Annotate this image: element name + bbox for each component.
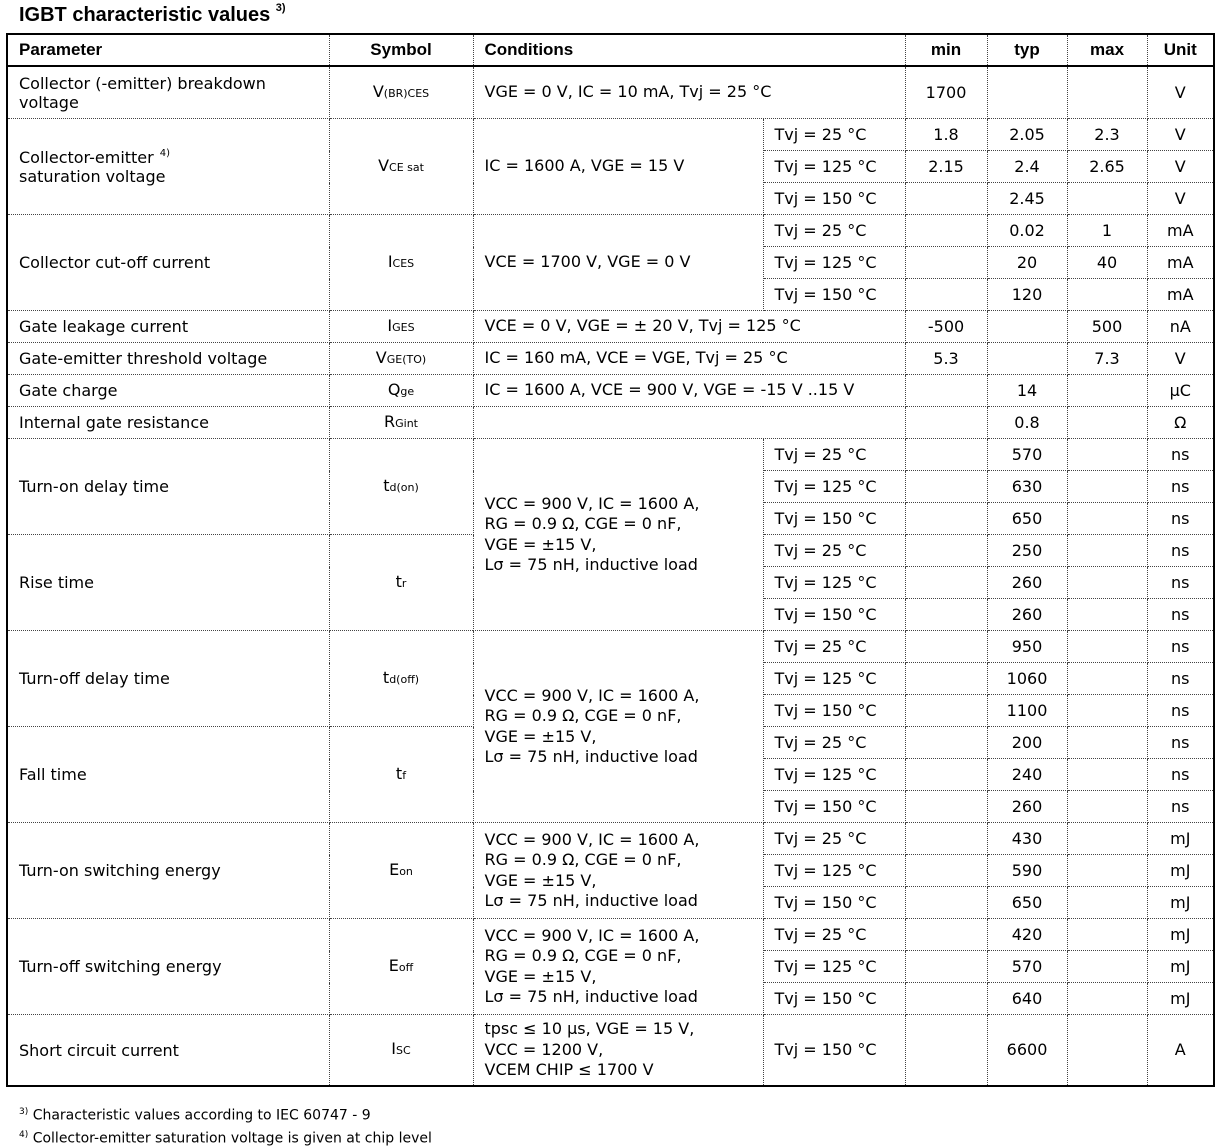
cond-ices: VCE = 1700 V, VGE = 0 V [473, 215, 763, 311]
min-vgeto: 5.3 [905, 343, 987, 375]
min-cell [905, 503, 987, 535]
table-row [7, 375, 1214, 407]
typ-cell: 640 [987, 983, 1067, 1015]
table-row [7, 66, 1214, 119]
temp-cell: Tvj = 25 °C [763, 215, 905, 247]
footnote-3: $^{3)}$ Characteristic values according to IEC 60747 - 9 [19, 1107, 371, 1124]
max-cell [1067, 471, 1147, 503]
table-row [7, 631, 1214, 663]
symbol-eon: Eon [329, 823, 473, 919]
typ-cell: 650 [987, 503, 1067, 535]
temp-cell: Tvj = 125 °C [763, 663, 905, 695]
temp-cell: Tvj = 150 °C [763, 279, 905, 311]
param-vcesat: Collector-emitter $^{4)}$ saturation voltage [7, 119, 329, 215]
typ-cell: 430 [987, 823, 1067, 855]
temp-cell: Tvj = 150 °C [763, 791, 905, 823]
table-row [7, 439, 1214, 471]
min-cell [905, 567, 987, 599]
param-tr: Rise time [7, 535, 329, 631]
max-cell [1067, 695, 1147, 727]
unit-isc: A [1147, 1015, 1214, 1087]
unit-cell: mA [1147, 279, 1214, 311]
unit-cell: ns [1147, 791, 1214, 823]
max-cell [1067, 823, 1147, 855]
unit-qge: µC [1147, 375, 1214, 407]
unit-cell: ns [1147, 503, 1214, 535]
igbt-characteristics-table [6, 33, 1215, 1087]
typ-cell: 200 [987, 727, 1067, 759]
unit-rgint: Ω [1147, 407, 1214, 439]
cond-rgint [473, 407, 905, 439]
temp-cell: Tvj = 125 °C [763, 151, 905, 183]
unit-cell: mJ [1147, 823, 1214, 855]
temp-cell: Tvj = 25 °C [763, 823, 905, 855]
header-row [7, 34, 1214, 66]
min-cell [905, 855, 987, 887]
header-typ: typ [987, 34, 1067, 66]
temp-cell: Tvj = 150 °C [763, 183, 905, 215]
min-cell [905, 951, 987, 983]
cond-eoff: VCC = 900 V, IC = 1600 A, RG = 0.9 Ω, CGE = 0 nF, VGE = ±15 V, Lσ = 75 nH, inductive load [473, 919, 763, 1015]
symbol-iges: IGES [329, 311, 473, 343]
typ-cell: 260 [987, 567, 1067, 599]
unit-cell: mJ [1147, 855, 1214, 887]
header-min: min [905, 34, 987, 66]
max-cell: 1 [1067, 215, 1147, 247]
typ-cell: 260 [987, 791, 1067, 823]
header-conditions: Conditions [473, 34, 905, 66]
unit-vgeto: V [1147, 343, 1214, 375]
min-cell [905, 279, 987, 311]
cond-eon: VCC = 900 V, IC = 1600 A, RG = 0.9 Ω, CGE = 0 nF, VGE = ±15 V, Lσ = 75 nH, inductive load [473, 823, 763, 919]
cond-switch-on: VCC = 900 V, IC = 1600 A, RG = 0.9 Ω, CGE = 0 nF, VGE = ±15 V, Lσ = 75 nH, inductive load [473, 439, 763, 631]
typ-cell: 1060 [987, 663, 1067, 695]
typ-cell: 2.05 [987, 119, 1067, 151]
table-row [7, 119, 1214, 151]
min-cell [905, 471, 987, 503]
typ-cell: 240 [987, 759, 1067, 791]
param-eon: Turn-on switching energy [7, 823, 329, 919]
unit-cell: mJ [1147, 919, 1214, 951]
typ-qge: 14 [987, 375, 1067, 407]
unit-cell: mJ [1147, 983, 1214, 1015]
symbol-tr: tr [329, 535, 473, 631]
unit-cell: V [1147, 151, 1214, 183]
unit-breakdown: V [1147, 66, 1214, 119]
temp-cell: Tvj = 125 °C [763, 759, 905, 791]
max-cell [1067, 567, 1147, 599]
table-row [7, 343, 1214, 375]
min-cell [905, 727, 987, 759]
unit-cell: mJ [1147, 951, 1214, 983]
symbol-vcesat: VCE sat [329, 119, 473, 215]
temp-isc: Tvj = 150 °C [763, 1015, 905, 1087]
min-qge [905, 375, 987, 407]
temp-cell: Tvj = 25 °C [763, 439, 905, 471]
param-vgeto: Gate-emitter threshold voltage [7, 343, 329, 375]
min-cell [905, 759, 987, 791]
max-iges: 500 [1067, 311, 1147, 343]
param-isc: Short circuit current [7, 1015, 329, 1087]
min-cell: 2.15 [905, 151, 987, 183]
cond-iges: VCE = 0 V, VGE = ± 20 V, Tvj = 125 °C [473, 311, 905, 343]
min-cell [905, 919, 987, 951]
symbol-tf: tf [329, 727, 473, 823]
temp-cell: Tvj = 125 °C [763, 471, 905, 503]
header-unit: Unit [1147, 34, 1214, 66]
max-cell [1067, 279, 1147, 311]
max-cell [1067, 663, 1147, 695]
max-cell [1067, 887, 1147, 919]
temp-cell: Tvj = 125 °C [763, 567, 905, 599]
typ-iges [987, 311, 1067, 343]
unit-cell: ns [1147, 631, 1214, 663]
max-cell [1067, 631, 1147, 663]
param-ices: Collector cut-off current [7, 215, 329, 311]
max-cell [1067, 855, 1147, 887]
cond-isc: tpsc ≤ 10 µs, VGE = 15 V, VCC = 1200 V, VCEM CHIP ≤ 1700 V [473, 1015, 763, 1087]
temp-cell: Tvj = 150 °C [763, 503, 905, 535]
temp-cell: Tvj = 25 °C [763, 919, 905, 951]
max-qge [1067, 375, 1147, 407]
unit-cell: V [1147, 183, 1214, 215]
min-isc [905, 1015, 987, 1087]
min-rgint [905, 407, 987, 439]
characteristics-table-wrapper [6, 33, 1213, 1087]
typ-cell: 250 [987, 535, 1067, 567]
unit-cell: ns [1147, 535, 1214, 567]
min-cell [905, 183, 987, 215]
max-isc [1067, 1015, 1147, 1087]
typ-vgeto [987, 343, 1067, 375]
temp-cell: Tvj = 150 °C [763, 695, 905, 727]
min-cell [905, 791, 987, 823]
max-cell [1067, 503, 1147, 535]
max-cell [1067, 535, 1147, 567]
param-tf: Fall time [7, 727, 329, 823]
title-footnote-ref: 3) [275, 2, 286, 14]
temp-cell: Tvj = 25 °C [763, 535, 905, 567]
header-symbol: Symbol [329, 34, 473, 66]
temp-cell: Tvj = 125 °C [763, 855, 905, 887]
symbol-tdon: td(on) [329, 439, 473, 535]
max-cell [1067, 919, 1147, 951]
symbol-ices: ICES [329, 215, 473, 311]
max-cell: 2.65 [1067, 151, 1147, 183]
typ-cell: 590 [987, 855, 1067, 887]
symbol-vgeto: VGE(TO) [329, 343, 473, 375]
max-cell [1067, 727, 1147, 759]
symbol-isc: ISC [329, 1015, 473, 1087]
table-row [7, 311, 1214, 343]
max-cell [1067, 983, 1147, 1015]
min-cell [905, 631, 987, 663]
min-cell [905, 439, 987, 471]
typ-cell: 950 [987, 631, 1067, 663]
symbol-rgint: RGint [329, 407, 473, 439]
min-cell [905, 887, 987, 919]
min-cell [905, 695, 987, 727]
typ-cell: 420 [987, 919, 1067, 951]
temp-cell: Tvj = 150 °C [763, 887, 905, 919]
cond-vcesat: IC = 1600 A, VGE = 15 V [473, 119, 763, 215]
min-cell [905, 535, 987, 567]
typ-cell: 1100 [987, 695, 1067, 727]
temp-cell: Tvj = 25 °C [763, 727, 905, 759]
min-cell [905, 983, 987, 1015]
typ-isc: 6600 [987, 1015, 1067, 1087]
unit-cell: ns [1147, 439, 1214, 471]
cond-breakdown: VGE = 0 V, IC = 10 mA, Tvj = 25 °C [473, 66, 905, 119]
table-row [7, 919, 1214, 951]
temp-cell: Tvj = 25 °C [763, 631, 905, 663]
table-row [7, 407, 1214, 439]
header-parameter: Parameter [7, 34, 329, 66]
typ-cell: 570 [987, 951, 1067, 983]
header-max: max [1067, 34, 1147, 66]
max-cell [1067, 759, 1147, 791]
unit-cell: ns [1147, 471, 1214, 503]
max-vgeto: 7.3 [1067, 343, 1147, 375]
temp-cell: Tvj = 150 °C [763, 599, 905, 631]
temp-cell: Tvj = 125 °C [763, 951, 905, 983]
unit-cell: ns [1147, 695, 1214, 727]
unit-cell: ns [1147, 759, 1214, 791]
typ-cell: 630 [987, 471, 1067, 503]
cond-vgeto: IC = 160 mA, VCE = VGE, Tvj = 25 °C [473, 343, 905, 375]
unit-cell: ns [1147, 727, 1214, 759]
param-iges: Gate leakage current [7, 311, 329, 343]
max-cell [1067, 791, 1147, 823]
symbol-tdoff: td(off) [329, 631, 473, 727]
typ-cell: 120 [987, 279, 1067, 311]
max-cell: 2.3 [1067, 119, 1147, 151]
temp-cell: Tvj = 25 °C [763, 119, 905, 151]
typ-cell: 570 [987, 439, 1067, 471]
typ-cell: 2.45 [987, 183, 1067, 215]
unit-cell: V [1147, 119, 1214, 151]
max-cell [1067, 951, 1147, 983]
min-cell [905, 599, 987, 631]
typ-cell: 0.02 [987, 215, 1067, 247]
footnote-4: $^{4)}$ Collector-emitter saturation voltage is given at chip level [19, 1129, 432, 1147]
min-cell [905, 823, 987, 855]
param-tdon: Turn-on delay time [7, 439, 329, 535]
unit-cell: ns [1147, 567, 1214, 599]
min-cell [905, 663, 987, 695]
cond-switch-off: VCC = 900 V, IC = 1600 A, RG = 0.9 Ω, CGE = 0 nF, VGE = ±15 V, Lσ = 75 nH, inductive load [473, 631, 763, 823]
table-row [7, 215, 1214, 247]
symbol-breakdown: V(BR)CES [329, 66, 473, 119]
symbol-eoff: Eoff [329, 919, 473, 1015]
param-tdoff: Turn-off delay time [7, 631, 329, 727]
param-breakdown: Collector (-emitter) breakdown voltage [7, 66, 329, 119]
max-breakdown [1067, 66, 1147, 119]
cond-qge: IC = 1600 A, VCE = 900 V, VGE = -15 V ..15 V [473, 375, 905, 407]
unit-cell: mA [1147, 215, 1214, 247]
max-cell [1067, 183, 1147, 215]
param-rgint: Internal gate resistance [7, 407, 329, 439]
param-qge: Gate charge [7, 375, 329, 407]
unit-cell: mJ [1147, 887, 1214, 919]
typ-cell: 20 [987, 247, 1067, 279]
typ-rgint: 0.8 [987, 407, 1067, 439]
title-text: IGBT characteristic values [19, 4, 271, 26]
footnotes [19, 1103, 432, 1148]
min-cell [905, 215, 987, 247]
max-cell [1067, 599, 1147, 631]
min-breakdown: 1700 [905, 66, 987, 119]
table-row [7, 823, 1214, 855]
typ-breakdown [987, 66, 1067, 119]
unit-cell: mA [1147, 247, 1214, 279]
temp-cell: Tvj = 125 °C [763, 247, 905, 279]
unit-cell: ns [1147, 599, 1214, 631]
typ-cell: 2.4 [987, 151, 1067, 183]
typ-cell: 650 [987, 887, 1067, 919]
max-cell: 40 [1067, 247, 1147, 279]
min-cell [905, 247, 987, 279]
symbol-qge: Qge [329, 375, 473, 407]
param-eoff: Turn-off switching energy [7, 919, 329, 1015]
table-row [7, 1015, 1214, 1087]
unit-iges: nA [1147, 311, 1214, 343]
min-iges: -500 [905, 311, 987, 343]
typ-cell: 260 [987, 599, 1067, 631]
min-cell: 1.8 [905, 119, 987, 151]
max-cell [1067, 439, 1147, 471]
page-title [19, 4, 286, 27]
temp-cell: Tvj = 150 °C [763, 983, 905, 1015]
unit-cell: ns [1147, 663, 1214, 695]
max-rgint [1067, 407, 1147, 439]
